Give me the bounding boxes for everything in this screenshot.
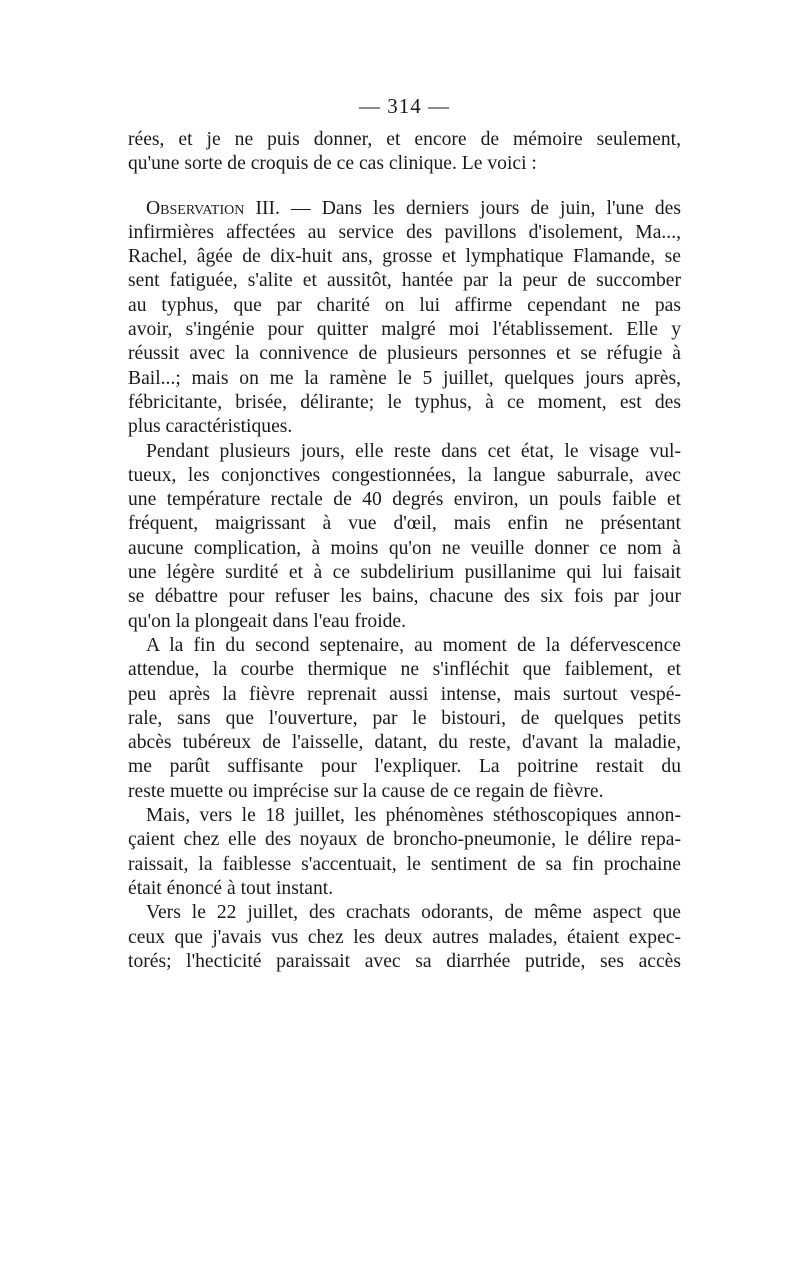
text-line: une légère surdité et à ce subdelirium pusillanime qui lui faisait xyxy=(128,562,681,584)
text-line: Pendant plusieurs jours, elle reste dans cet état, le visage vul- xyxy=(146,440,681,462)
paragraph-intro xyxy=(128,128,681,177)
text-line: attendue, la courbe thermique ne s'infléchit que faiblement, et xyxy=(128,659,681,681)
text-line: fébricitante, brisée, délirante; le typhus, à ce moment, est des xyxy=(128,391,681,413)
text-line: infirmières affectées au service des pavillons d'isolement, Ma..., xyxy=(128,221,681,243)
text-line: une température rectale de 40 degrés environ, un pouls faible et xyxy=(128,489,681,511)
text-line: Bail...; mais on me la ramène le 5 juillet, quelques jours après, xyxy=(128,367,681,389)
text-line: reste muette ou imprécise sur la cause de ce regain de fièvre. xyxy=(128,780,604,802)
text-line: çaient chez elle des noyaux de broncho-pneumonie, le délire repa- xyxy=(128,829,681,851)
text-line: Mais, vers le 18 juillet, les phénomènes stéthoscopiques annon- xyxy=(146,805,681,827)
text-line: au typhus, que par charité on lui affirme cependant ne pas xyxy=(128,294,681,316)
paragraph-gap xyxy=(128,177,681,197)
text-line: peu après la fièvre reprenait aussi intense, mais surtout vespé- xyxy=(128,683,681,705)
observation-label: Observation III. xyxy=(146,197,280,219)
text-line: raissait, la faiblesse s'accentuait, le sentiment de sa fin prochaine xyxy=(128,853,681,875)
text-line: réussit avec la connivence de plusieurs personnes et se réfugie à xyxy=(128,343,681,365)
text-line: tueux, les conjonctives congestionnées, la langue saburrale, avec xyxy=(128,464,681,486)
paragraph-septenaire xyxy=(128,634,681,804)
paragraph-days xyxy=(128,440,681,634)
text-line: ceux que j'avais vus chez les deux autres malades, étaient expec- xyxy=(128,926,681,948)
text-line: abcès tubéreux de l'aisselle, datant, du reste, d'avant la maladie, xyxy=(128,732,681,754)
text-line: torés; l'hecticité paraissait avec sa diarrhée putride, ses accès xyxy=(128,950,681,972)
text-line: était énoncé à tout instant. xyxy=(128,877,334,899)
text-line: Vers le 22 juillet, des crachats odorants, de même aspect que xyxy=(146,902,681,924)
page-number: — 314 — xyxy=(359,94,450,118)
text-line: aucune complication, à moins qu'on ne veuille donner ce nom à xyxy=(128,537,681,559)
paragraph-22-juillet xyxy=(128,901,681,974)
text-line: plus caractéristiques. xyxy=(128,416,293,438)
paragraph-18-juillet xyxy=(128,804,681,901)
text-line xyxy=(128,197,681,221)
text-line: qu'on la plongeait dans l'eau froide. xyxy=(128,610,407,632)
text-line: rale, sans que l'ouverture, par le bistouri, de quelques petits xyxy=(128,707,681,729)
text-line: se débattre pour refuser les bains, chacune des six fois par jour xyxy=(128,586,681,608)
text-line: qu'une sorte de croquis de ce cas clinique. Le voici : xyxy=(128,153,537,175)
text-line: sent fatiguée, s'alite et aussitôt, hantée par la peur de succomber xyxy=(128,270,681,292)
text-line: Rachel, âgée de dix-huit ans, grosse et lymphatique Flamande, se xyxy=(128,246,681,268)
text-line: avoir, s'ingénie pour quitter malgré moi l'établissement. Elle y xyxy=(128,319,681,341)
text-line: rées, et je ne puis donner, et encore de mémoire seulement, xyxy=(128,129,681,150)
text-line: A la fin du second septenaire, au moment de la défervescence xyxy=(146,634,681,656)
text-line: me parût suffisante pour l'expliquer. La poitrine restait du xyxy=(128,756,681,778)
text-line-rest: — Dans les derniers jours de juin, l'une des xyxy=(279,197,681,219)
text-line: fréquent, maigrissant à vue d'œil, mais enfin ne présentant xyxy=(128,513,681,535)
book-page xyxy=(128,92,681,974)
paragraph-observation xyxy=(128,197,681,440)
